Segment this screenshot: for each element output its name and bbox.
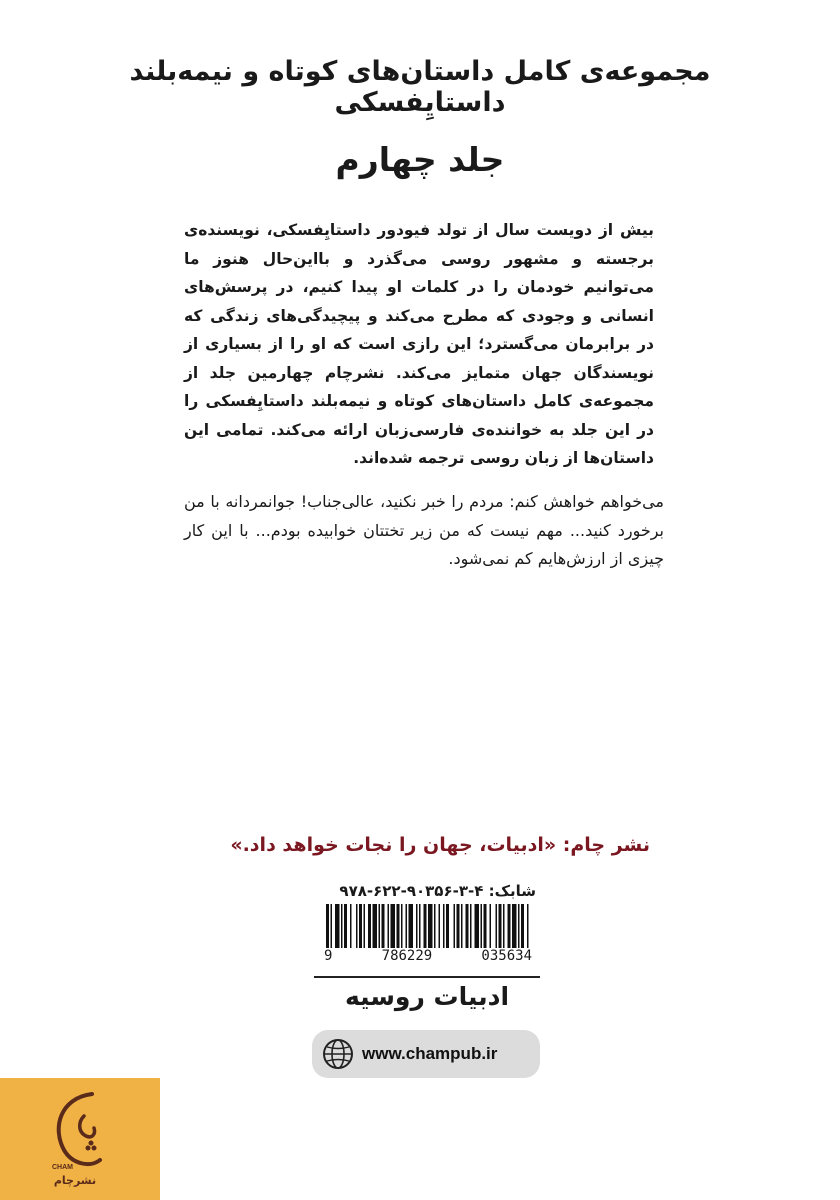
publisher-logo xyxy=(0,1078,160,1200)
cham-logo-icon xyxy=(30,1088,130,1178)
blurb-paragraph: بیش از دویست سال از تولد فیودور داستایِفسکی، نویسنده‌ی برجسته و مشهور روسی می‌گذرد و بااین‌حال هنوز ما می‌توانیم خودمان را در کلمات او پیدا کنیم، در پرسش‌های انسانی و وجودی که مطرح می‌کند و پیچیدگی‌های زندگی که در برابرمان می‌گسترد؛ این رازی است که او را از بسیاری از نویسندگان جهان متمایز می‌کند. نشرچام چهارمین جلد از مجموعه‌ی کامل داستان‌های کوتاه و نیمه‌بلند داستایِفسکی را در این جلد به خواننده‌ی فارسی‌زبان ارائه می‌کند. تمامی این داستان‌ها از زبان روسی ترجمه شده‌اند. xyxy=(184,221,654,467)
series-title: مجموعه‌ی کامل داستان‌های کوتاه و نیمه‌بلند داستایِفسکی xyxy=(129,56,711,118)
barcode-digit-group: 035634 xyxy=(479,948,534,968)
quote-paragraph: می‌خواهم خواهش کنم: مردم را خبر نکنید، عالی‌جناب! جوانمردانه با من برخورد کنید... مهم نیست که من زیر تختتان خوابیده بودم... با این کار چیزی از ارزش‌هایم کم نمی‌شود. xyxy=(184,492,664,568)
volume-title: جلد چهارم xyxy=(335,140,505,179)
logo-latin-text: CHAM xyxy=(52,1164,73,1171)
divider xyxy=(314,976,540,978)
globe-icon xyxy=(322,1038,354,1070)
publisher-slogan: نشر چام: «ادبیات، جهان را نجات خواهد داد.» xyxy=(230,834,650,856)
barcode-digit-group: 786229 xyxy=(380,948,435,968)
barcode-digits xyxy=(322,948,534,968)
barcode-digit-group: 9 xyxy=(322,948,334,968)
logo-farsi-text: نشرچام xyxy=(53,1174,97,1187)
isbn-label: شابک: ۴-۳-۹۰۳۵۶-۶۲۲-۹۷۸ xyxy=(339,882,536,900)
website-link[interactable] xyxy=(312,1030,540,1078)
website-url[interactable]: www.champub.ir xyxy=(362,1044,498,1063)
category-label: ادبیات روسیه xyxy=(344,982,510,1011)
